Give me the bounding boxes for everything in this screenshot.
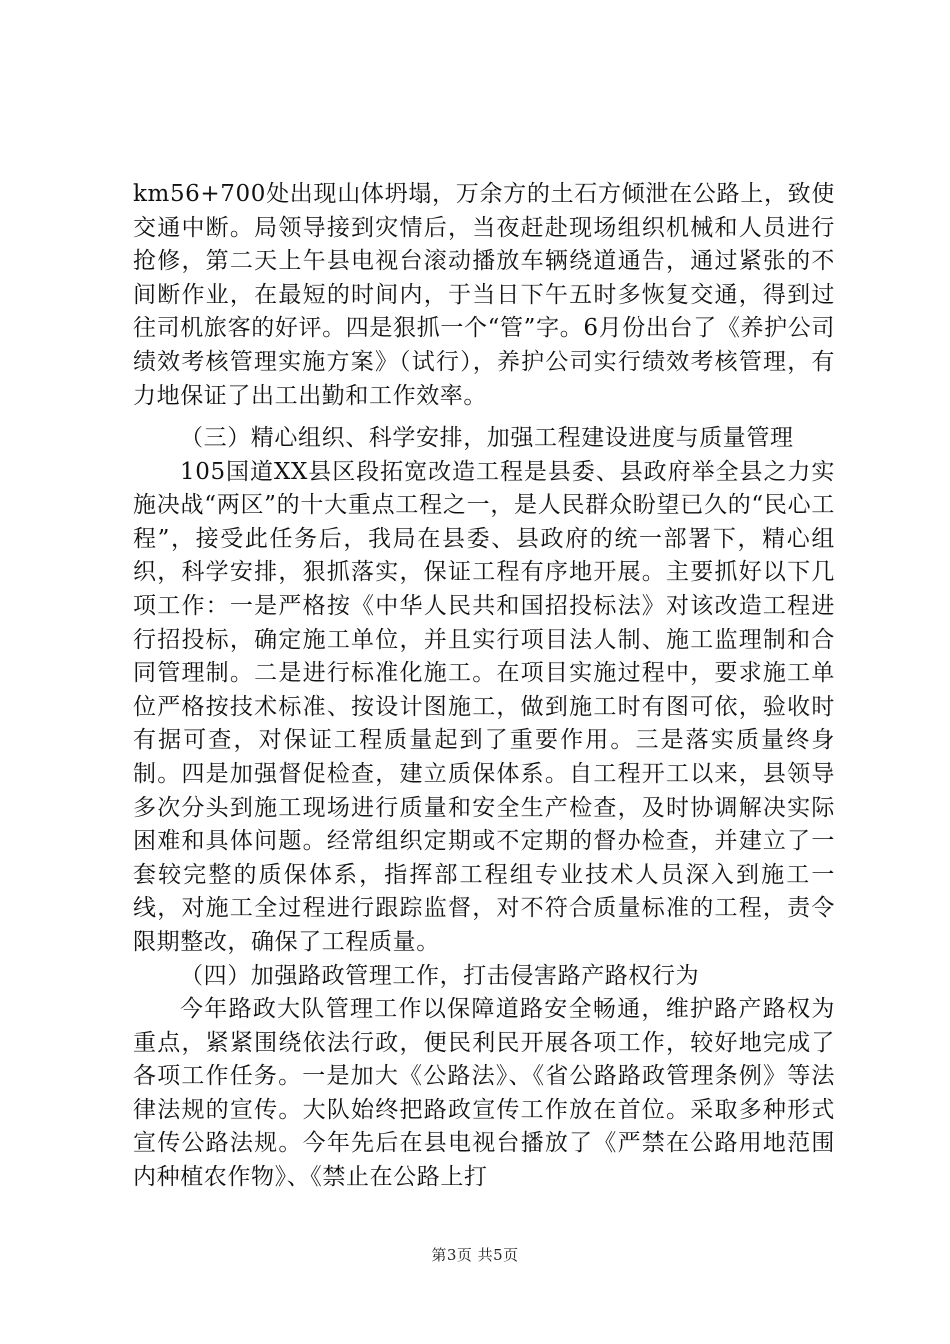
section-body-3: 105国道XX县区段拓宽改造工程是县委、县政府举全县之力实施决战“两区”的十大重点工程之一，是人民群众盼望已久的“民心工程”，接受此任务后，我局在县委、县政府的统一部署下，精心组织，科学安排，狠抓落实，保证工程有序地开展。主要抓好以下几项工作：一是严格按《中华人民共和国招投标法》对该改造工程进行招投标，确定施工单位，并且实行项目法人制、施工监理制和合同管理制。二是进行标准化施工。在项目实施过程中，要求施工单位严格按技术标准、按设计图施工，做到施工时有图可依，验收时有据可查，对保证工程质量起到了重要作用。三是落实质量终身制。四是加强督促检查，建立质保体系。自工程开工以来，县领导多次分头到施工现场进行质量和安全生产检查，及时协调解决实际困难和具体问题。经常组织定期或不定期的督办检查，并建立了一套较完整的质保体系，指挥部工程组专业技术人员深入到施工一线，对施工全过程进行跟踪监督，对不符合质量标准的工程，责令限期整改，确保了工程质量。 — [133, 458, 835, 955]
paragraph-continued: km56+700处出现山体坍塌，万余方的土石方倾泄在公路上，致使交通中断。局领导接到灾情后，当夜赶赴现场组织机械和人员进行抢修，第二天上午县电视台滚动播放车辆绕道通告，通过紧张的不间断作业，在最短的时间内，于当日下午五时多恢复交通，得到过往司机旅客的好评。四是狠抓一个“管”字。6月份出台了《养护公司绩效考核管理实施方案》（试行），养护公司实行绩效考核管理，有力地保证了出工出勤和工作效率。 — [133, 181, 835, 409]
page-footer — [0, 1245, 950, 1265]
body-text-top — [133, 178, 835, 413]
body-text-main — [133, 422, 835, 1195]
section-heading-3: （三）精心组织、科学安排，加强工程建设进度与质量管理 — [180, 425, 794, 451]
section-body-4: 今年路政大队管理工作以保障道路安全畅通，维护路产路权为重点，紧紧围绕依法行政，便民利民开展各项工作，较好地完成了各项工作任务。一是加大《公路法》、《省公路路政管理条例》等法律法规的宣传。大队始终把路政宣传工作放在首位。采取多种形式宣传公路法规。今年先后在县电视台播放了《严禁在公路用地范围内种植农作物》、《禁止在公路上打 — [133, 996, 835, 1191]
section-heading-4: （四）加强路政管理工作，打击侵害路产路权行为 — [180, 962, 700, 989]
page-number: 第3页 共5页 — [431, 1246, 519, 1264]
